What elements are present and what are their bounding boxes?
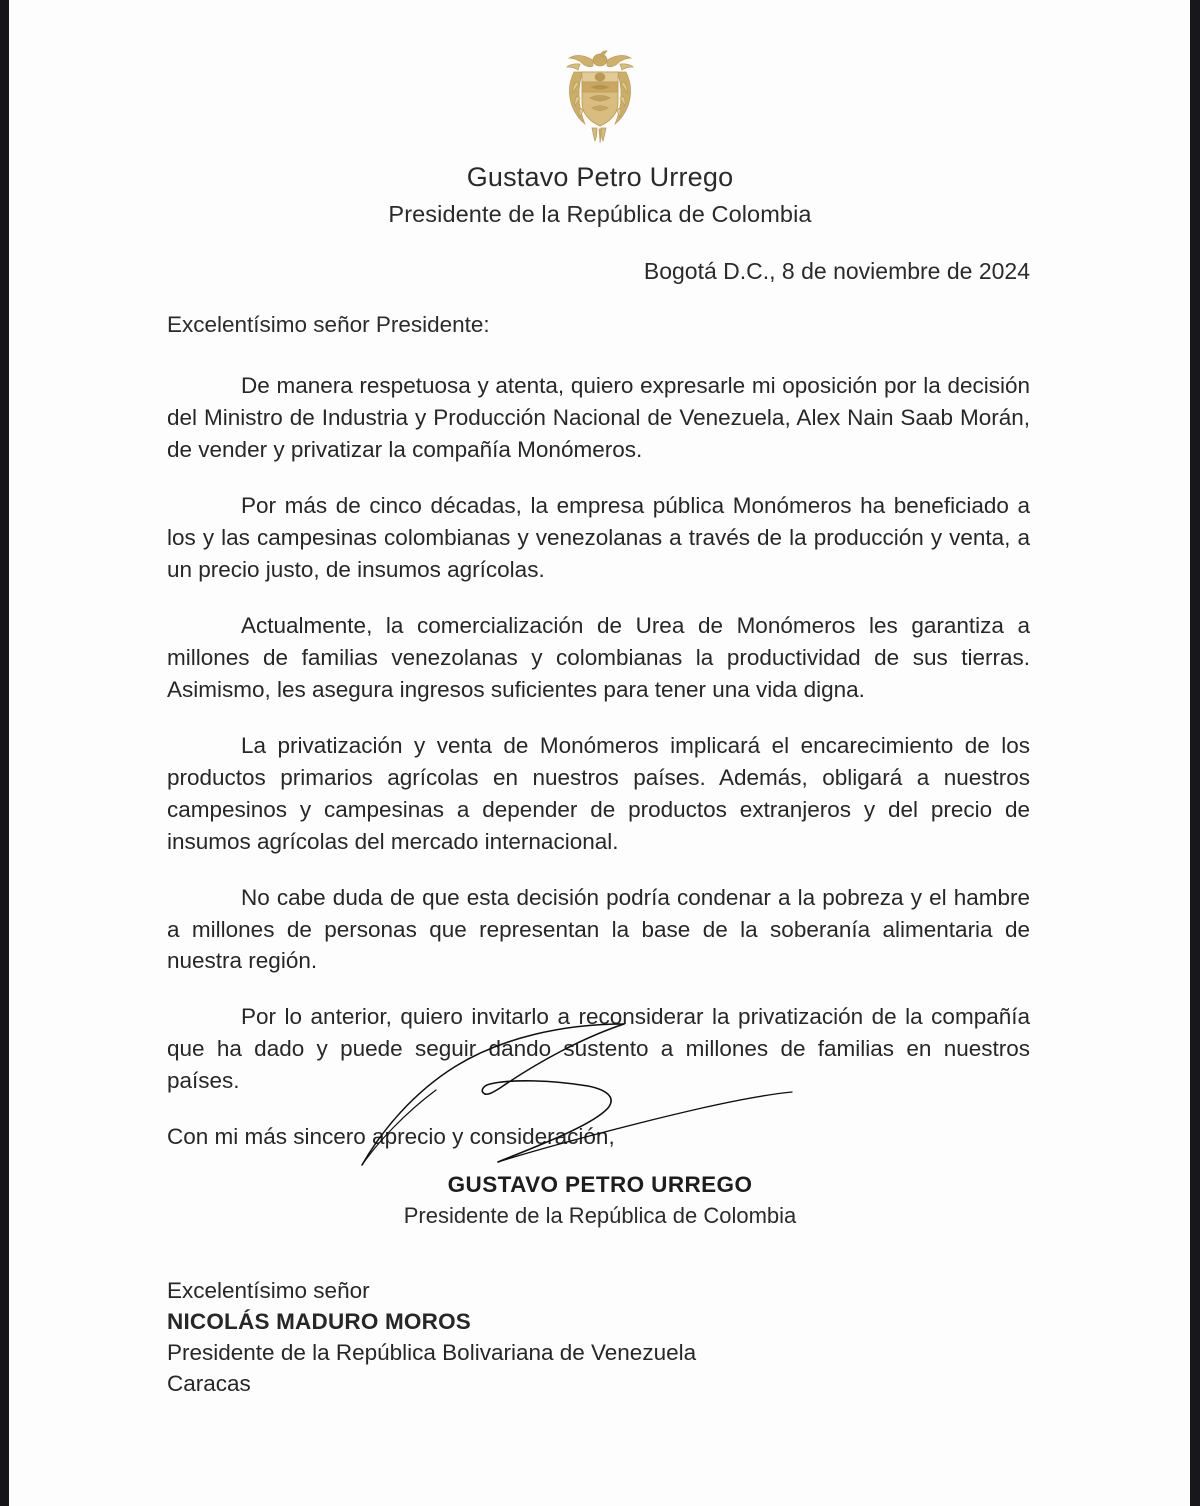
handwritten-signature-icon <box>352 1022 812 1172</box>
letterhead-name: Gustavo Petro Urrego <box>466 162 734 192</box>
date-line: Bogotá D.C., 8 de noviembre de 2024 <box>643 258 1030 284</box>
signature-block <box>0 1170 1200 1231</box>
signatory-role: Presidente de la República de Colombia <box>403 1203 797 1229</box>
salutation: Excelentísimo señor Presidente: <box>167 312 490 337</box>
body-paragraph: Por lo anterior, quiero invitarlo a reconsiderar la privatización de la compañía que ha dado y puede seguir dando sustento a millones de familias en nuestros países. <box>167 1004 1030 1094</box>
signature-area <box>0 1022 1200 1182</box>
body-paragraph: No cabe duda de que esta decisión podría condenar a la pobreza y el hambre a millones de personas que representan la base de la soberanía alimentaria de nuestra región. <box>167 884 1030 974</box>
letterhead <box>0 160 1200 229</box>
addressee-role: Presidente de la República Bolivariana de Venezuela <box>167 1340 697 1366</box>
addressee-block <box>167 1275 696 1399</box>
signatory-name: GUSTAVO PETRO URREGO <box>447 1172 753 1197</box>
letterhead-title: Presidente de la República de Colombia <box>388 200 812 227</box>
colombia-coat-of-arms-icon <box>544 38 656 150</box>
body-paragraph: La privatización y venta de Monómeros implicará el encarecimiento de los productos primarios agrícolas en nuestros países. Además, obligará a nuestros campesinos y campesinas a depender de productos extranjeros y del precio de insumos agrícolas del mercado internacional. <box>167 732 1030 854</box>
closing-line: Con mi más sincero aprecio y consideración, <box>167 1124 615 1150</box>
scan-edge-left <box>0 0 9 1506</box>
scan-edge-right <box>1190 0 1200 1506</box>
crest-container <box>0 38 1200 150</box>
addressee-name: NICOLÁS MADURO MOROS <box>167 1309 471 1335</box>
body-paragraph: Por más de cinco décadas, la empresa pública Monómeros ha beneficiado a los y las campesinas colombianas y venezolanas a través de la producción y venta, a un precio justo, de insumos agrícolas. <box>167 493 1030 583</box>
body-paragraph: De manera respetuosa y atenta, quiero expresarle mi oposición por la decisión del Ministro de Industria y Producción Nacional de Venezuela, Alex Nain Saab Morán, de vender y privatizar la compañía Monómeros. <box>167 373 1030 463</box>
addressee-honorific: Excelentísimo señor <box>167 1278 370 1303</box>
body-paragraph: Actualmente, la comercialización de Urea de Monómeros les garantiza a millones de familias venezolanas y colombianas la productividad de sus tierras. Asimismo, les asegura ingresos suficientes para tener una vida digna. <box>167 613 1030 702</box>
addressee-city: Caracas <box>167 1371 251 1397</box>
